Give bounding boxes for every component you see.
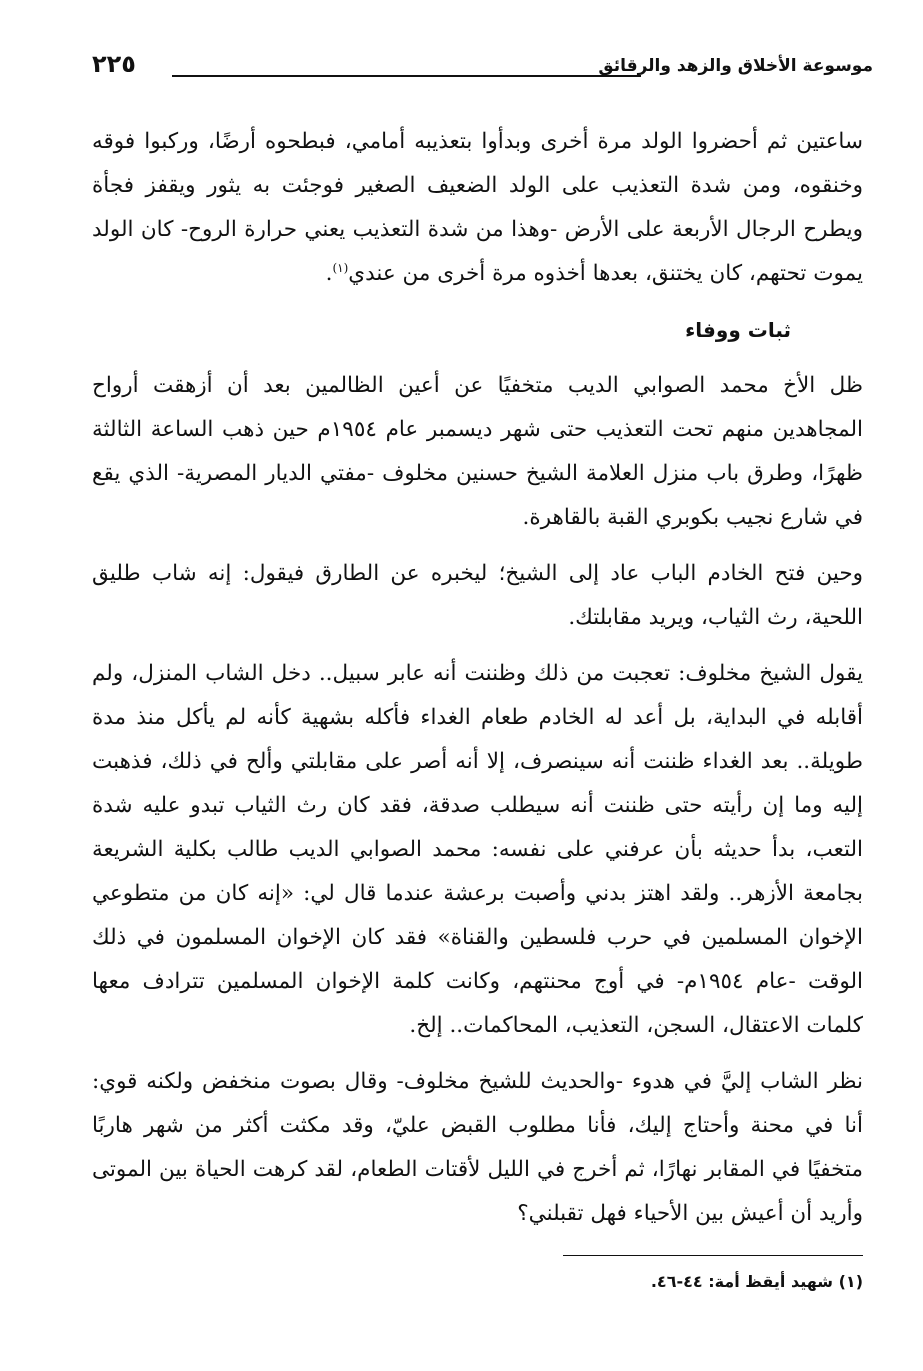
section-heading: ثبات ووفاء bbox=[685, 318, 791, 342]
paragraph-1-end: . bbox=[325, 261, 333, 286]
footnote: (١) شهيد أيقظ أمة: ٤٤-٤٦. bbox=[650, 1272, 863, 1291]
paragraph-4: يقول الشيخ مخلوف: تعجبت من ذلك وظننت أنه عابر سبيل.. دخل الشاب المنزل، ولم أقابله في البداية، بل أعد له الخادم طعام الغداء فأكله بشهية كأنه لم يأكل منذ مدة طويلة.. بعد الغداء ظننت أنه سينصرف، إلا أنه أصر على مقابلتي وألح في ذلك، فذهبت إليه وما إن رأيته حتى ظننت أنه سيطلب صدقة، فقد كان رث الثياب تبدو عليه شدة التعب، بدأ حديثه بأن عرفني على نفسه: محمد الصوابي الديب طالب بكلية الشريعة بجامعة الأزهر.. ولقد اهتز بدني وأصبت برعشة عندما قال لي: «إنه كان من متطوعي الإخوان المسلمين في حرب فلسطين والقناة» فقد كان الإخوان المسلمون في ذلك الوقت -عام ١٩٥٤م- في أوج محنتهم، وكانت كلمة الإخوان المسلمين تترادف معها كلمات الاعتقال، السجن، التعذيب، المحاكمات.. إلخ. bbox=[92, 661, 863, 1038]
footnote-marker[interactable]: (١) bbox=[332, 260, 349, 275]
paragraph-1 bbox=[92, 120, 863, 296]
paragraph-5: نظر الشاب إليَّ في هدوء -والحديث للشيخ مخلوف- وقال بصوت منخفض ولكنه قوي: أنا في محنة وأحتاج إليك، فأنا مطلوب القبض عليّ، وقد مكثت أكثر من شهر هاربًا متخفيًا في المقابر نهارًا، ثم أخرج في الليل لأقتات الطعام، لقد كرهت الحياة بين الموتى وأريد أن أعيش بين الأحياء فهل تقبلني؟ bbox=[92, 1069, 863, 1226]
paragraph-2: ظل الأخ محمد الصوابي الديب متخفيًا عن أعين الظالمين بعد أن أزهقت أرواح المجاهدين منهم تحت التعذيب حتى شهر ديسمبر عام ١٩٥٤م حين ذهب الساعة الثالثة ظهرًا، وطرق باب منزل العلامة الشيخ حسنين مخلوف -مفتي الديار المصرية- الذي يقع في شارع نجيب بكوبري القبة بالقاهرة. bbox=[92, 373, 863, 530]
main-text bbox=[92, 120, 863, 1248]
paragraph-1-text: ساعتين ثم أحضروا الولد مرة أخرى وبدأوا بتعذيبه أمامي، فبطحوه أرضًا، وركبوا فوقه وخنقوه، ومن شدة التعذيب على الولد الضعيف الصغير فوجئت به يثور ويقفز فجأة ويطرح الرجال الأربعة على الأرض -وهذا من شدة التعذيب يعني حرارة الروح- كان الولد يموت تحتهم، كان يختنق، بعدها أخذوه مرة أخرى من عندي bbox=[92, 129, 863, 286]
book-title: موسوعة الأخلاق والزهد والرقائق bbox=[598, 56, 873, 76]
footnote-divider bbox=[563, 1255, 863, 1256]
page-number: ٢٢٥ bbox=[92, 50, 136, 78]
paragraph-3: وحين فتح الخادم الباب عاد إلى الشيخ؛ ليخبره عن الطارق فيقول: إنه شاب طليق اللحية، رث الثياب، ويريد مقابلتك. bbox=[92, 561, 863, 630]
header-divider bbox=[172, 75, 641, 77]
page-header bbox=[92, 48, 873, 88]
